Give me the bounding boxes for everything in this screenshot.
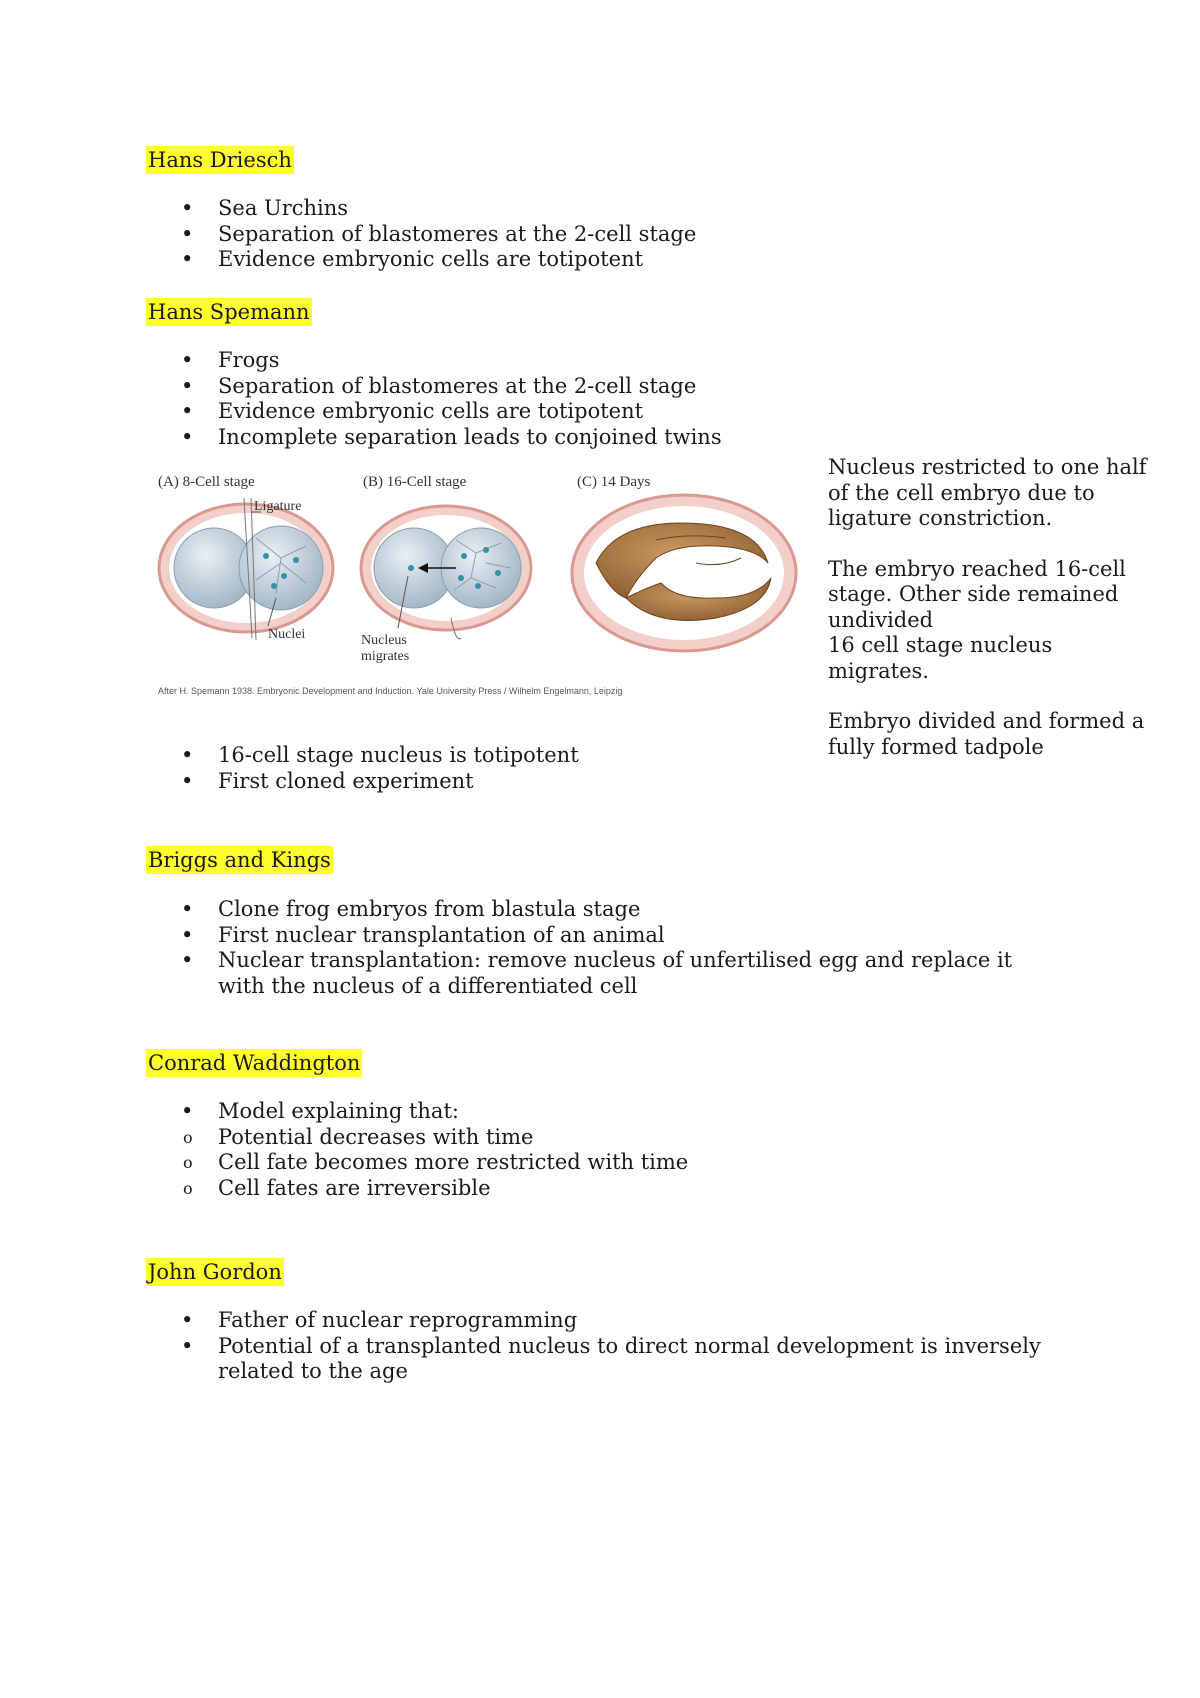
nucleus-dot (475, 583, 481, 589)
label-migrates: migrates (361, 649, 410, 664)
list-item: • Father of nuclear reprogramming (181, 1308, 578, 1332)
list-item: • Sea Urchins (181, 196, 349, 220)
label-nucleus: Nucleus (361, 633, 407, 648)
nucleus-dot (281, 573, 287, 579)
nucleus-dot (461, 553, 467, 559)
label-nuclei: Nuclei (268, 627, 306, 642)
waddington-list (0, 1099, 1058, 1201)
nucleus-dot (495, 570, 501, 576)
list-item: • First cloned experiment (181, 768, 474, 793)
heading-briggs-and-kings: Briggs and Kings (148, 848, 331, 872)
heading-john-gordon: John Gordon (148, 1260, 282, 1284)
nucleus-dot (271, 583, 277, 589)
list-item: • 16-cell stage nucleus is totipotent (181, 743, 579, 767)
nucleus-dot (408, 565, 414, 571)
panel-a-embryo (159, 498, 333, 640)
nucleus-dot (458, 575, 464, 581)
list-subitem: o Cell fates are irreversible (183, 1175, 491, 1200)
list-item: • Evidence embryonic cells are totipotent (181, 247, 644, 271)
list-subitem: o Cell fate becomes more restricted with time (183, 1150, 689, 1174)
list-item: • Clone frog embryos from blastula stage (181, 897, 641, 921)
nucleus-dot (263, 553, 269, 559)
list-item: • Evidence embryonic cells are totipotent (181, 399, 644, 423)
briggs-list (0, 897, 1058, 999)
list-item: • First nuclear transplantation of an animal (181, 922, 665, 947)
panel-c-embryo (572, 495, 796, 651)
list-item: • Model explaining that: (181, 1099, 459, 1123)
note-3: 16 cell stage nucleus migrates. (828, 633, 1053, 683)
figure-notes (828, 455, 1158, 785)
list-item: • Frogs (181, 348, 280, 372)
label-panel-b: (B) 16-Cell stage (363, 474, 467, 490)
note-2: The embryo reached 16-cell stage. Other side remained undivided (828, 556, 1126, 632)
list-subitem: o Potential decreases with time (183, 1124, 534, 1149)
list-item: • Incomplete separation leads to conjoined twins (181, 424, 722, 449)
list-item: • Separation of blastomeres at the 2-cell stage (181, 373, 697, 398)
gordon-list (0, 1308, 1058, 1385)
panel-b-embryo (361, 506, 531, 639)
spemann-ligature-figure (156, 468, 806, 700)
spemann-list (0, 348, 1058, 450)
heading-hans-spemann: Hans Spemann (148, 300, 310, 324)
label-panel-c: (C) 14 Days (577, 474, 651, 490)
label-panel-a: (A) 8-Cell stage (158, 474, 255, 490)
note-4: Embryo divided and formed a fully formed tadpole (828, 709, 1145, 759)
nucleus-dot (293, 557, 299, 563)
note-1: Nucleus restricted to one half of the cell embryo due to ligature constriction. (828, 455, 1147, 530)
list-item: • Nuclear transplantation: remove nucleus of unfertilised egg and replace it with the nucleus of a differentiated cell (181, 948, 1013, 998)
list-item: • Potential of a transplanted nucleus to direct normal development is inversely related to the age (181, 1333, 1041, 1383)
heading-hans-driesch: Hans Driesch (148, 148, 292, 172)
list-item: • Separation of blastomeres at the 2-cell stage (181, 221, 697, 246)
driesch-list (0, 196, 1058, 273)
nucleus-dot (483, 547, 489, 553)
figure-credit: After H. Spemann 1938. Embryonic Development and Induction. Yale University Press / Wilhelm Engelmann, Leipzig (158, 686, 623, 696)
label-ligature: Ligature (254, 499, 302, 514)
heading-conrad-waddington: Conrad Waddington (148, 1051, 361, 1075)
spemann-list-after (0, 743, 1058, 794)
